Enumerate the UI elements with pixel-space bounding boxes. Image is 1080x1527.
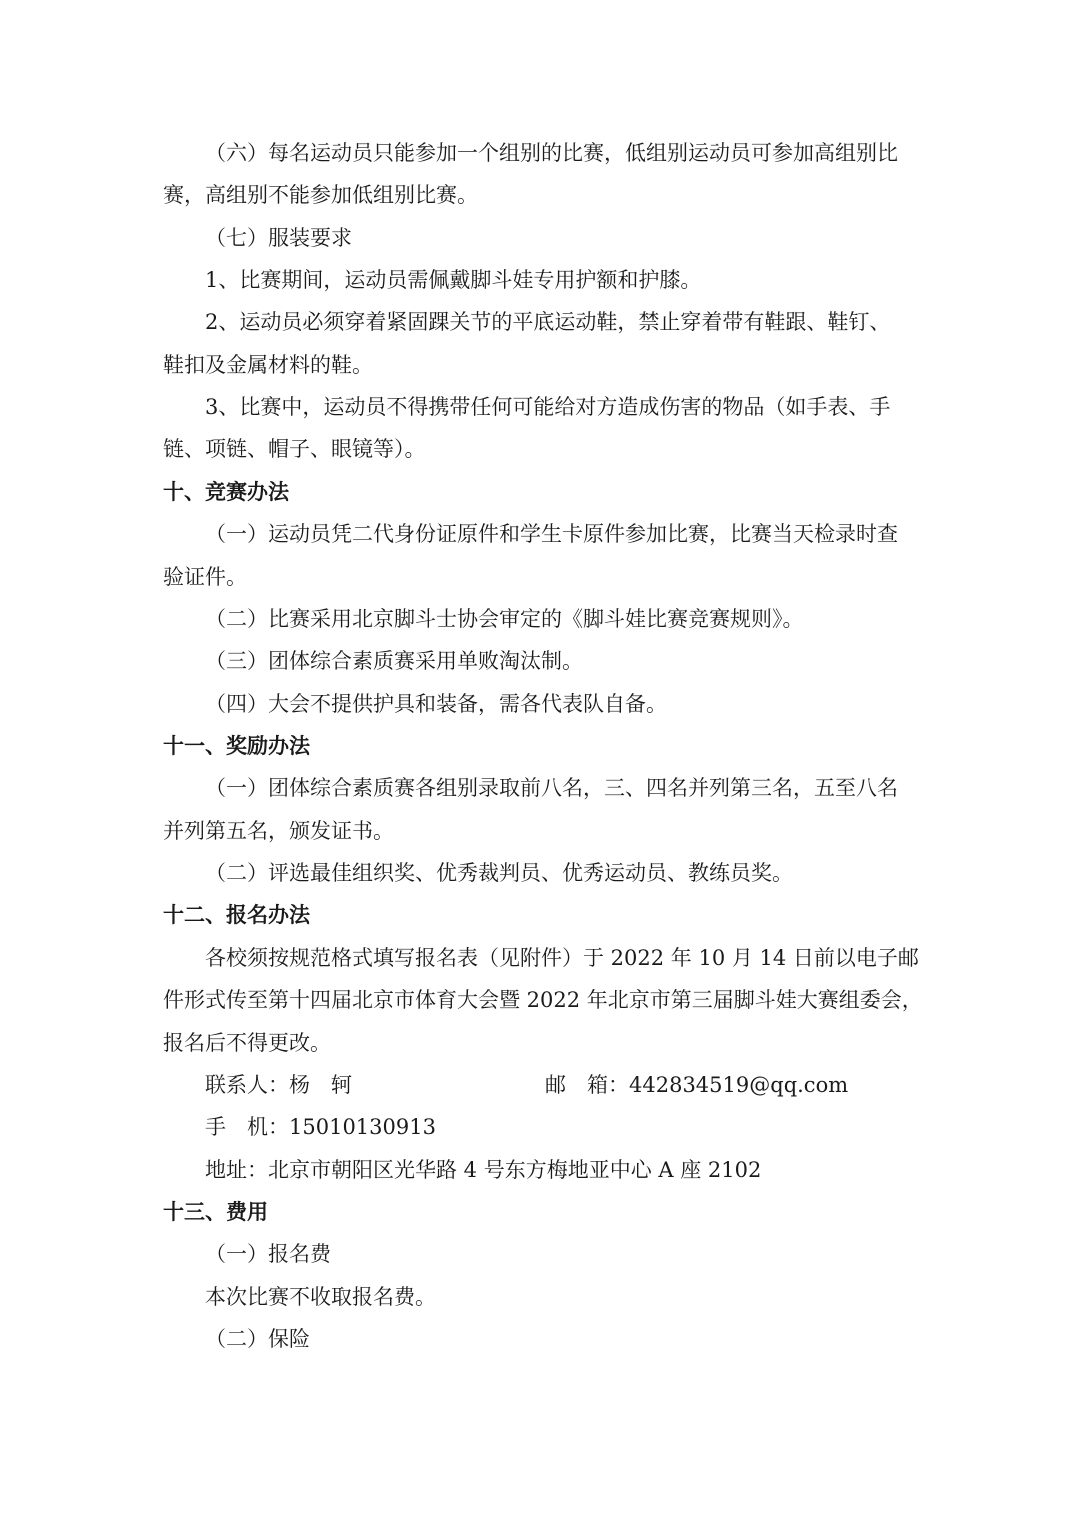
paragraph-line: 件形式传至第十四届北京市体育大会暨 2022 年北京市第三届脚斗娃大赛组委会， <box>163 988 923 1012</box>
paragraph-line: 本次比赛不收取报名费。 <box>205 1285 436 1309</box>
paragraph-line: （二）保险 <box>205 1327 310 1351</box>
section-heading: 十三、费用 <box>163 1200 268 1224</box>
section-heading: 十一、奖励办法 <box>163 734 310 758</box>
paragraph-line: （六）每名运动员只能参加一个组别的比赛，低组别运动员可参加高组别比 <box>205 141 898 165</box>
paragraph-line: 验证件。 <box>163 565 247 589</box>
section-heading: 十、竞赛办法 <box>163 480 289 504</box>
paragraph-line: （一）报名费 <box>205 1242 331 1266</box>
paragraph-line: 2、运动员必须穿着紧固踝关节的平底运动鞋，禁止穿着带有鞋跟、鞋钉、 <box>205 310 891 334</box>
paragraph-line: 鞋扣及金属材料的鞋。 <box>163 353 373 377</box>
paragraph-line: 并列第五名，颁发证书。 <box>163 819 394 843</box>
paragraph-line: （二）评选最佳组织奖、优秀裁判员、优秀运动员、教练员奖。 <box>205 861 793 885</box>
paragraph-line: 报名后不得更改。 <box>163 1031 331 1055</box>
contact-person: 联系人：杨 轲 <box>205 1073 352 1097</box>
paragraph-line: 1、比赛期间，运动员需佩戴脚斗娃专用护额和护膝。 <box>205 268 702 292</box>
paragraph-line: 链、项链、帽子、眼镜等）。 <box>163 437 426 461</box>
contact-address: 地址：北京市朝阳区光华路 4 号东方梅地亚中心 A 座 2102 <box>205 1158 762 1182</box>
paragraph-line: （七）服装要求 <box>205 226 352 250</box>
contact-phone: 手 机：15010130913 <box>205 1115 436 1139</box>
paragraph-line: 赛，高组别不能参加低组别比赛。 <box>163 183 478 207</box>
paragraph-line: （三）团体综合素质赛采用单败淘汰制。 <box>205 649 583 673</box>
section-heading: 十二、报名办法 <box>163 903 310 927</box>
paragraph-line: （一）运动员凭二代身份证原件和学生卡原件参加比赛，比赛当天检录时查 <box>205 522 898 546</box>
paragraph-line: 3、比赛中，运动员不得携带任何可能给对方造成伤害的物品（如手表、手 <box>205 395 891 419</box>
contact-email: 邮 箱：442834519@qq.com <box>545 1073 849 1097</box>
paragraph-line: （一）团体综合素质赛各组别录取前八名，三、四名并列第三名，五至八名 <box>205 776 898 800</box>
paragraph-line: 各校须按规范格式填写报名表（见附件）于 2022 年 10 月 14 日前以电子邮 <box>205 946 919 970</box>
paragraph-line: （二）比赛采用北京脚斗士协会审定的《脚斗娃比赛竞赛规则》。 <box>205 607 804 631</box>
paragraph-line: （四）大会不提供护具和装备，需各代表队自备。 <box>205 692 667 716</box>
